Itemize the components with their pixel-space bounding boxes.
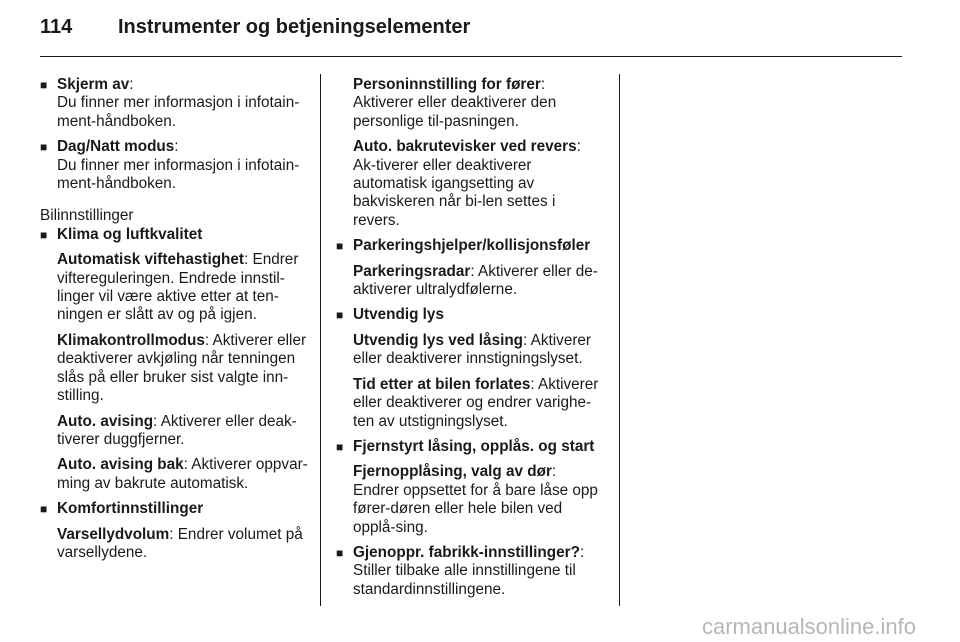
item-title: Fjernstyrt låsing, opplås. og start xyxy=(353,437,595,455)
sub-entry: Fjernopplåsing, valg av dør: Endrer oppsettet for å bare låse opp fører-døren eller hele bilen ved opplå-sing. xyxy=(353,463,598,536)
list-item-klima xyxy=(40,226,310,493)
page-title: Instrumenter og betjeningselementer xyxy=(118,16,471,38)
sub-entry: Auto. avising: Aktiverer eller deak-tiverer duggfjerner. xyxy=(57,412,297,448)
sub-entry: Auto. avising bak: Aktiverer oppvar-ming av bakrute automatisk. xyxy=(57,456,308,492)
item-text: Du finner mer informasjon i infotain-ment-håndboken. xyxy=(57,156,300,193)
list-item-utvendig xyxy=(336,306,606,430)
item-title: Klima og luftkvalitet xyxy=(57,225,203,243)
item-title: Dag/Natt modus xyxy=(57,138,175,156)
list-item-komfort xyxy=(40,500,310,562)
sub-entry: Personinnstilling for fører: Aktiverer eller deaktiverer den personlige til-pasningen. xyxy=(353,76,557,130)
page-number: 114 xyxy=(40,16,73,38)
watermark: carmanualsonline.info xyxy=(701,614,916,639)
sub-entry: Varsellydvolum: Endrer volumet på varsellydene. xyxy=(57,525,303,561)
sub-entry: Tid etter at bilen forlates: Aktiverer eller deaktiverer og endrer varighe-ten av utstigningslyset. xyxy=(353,375,599,430)
bullet-icon: ■ xyxy=(40,227,48,242)
list-item-parkering xyxy=(336,237,606,299)
sub-entry: Parkeringsradar: Aktiverer eller de-aktiverer ultralydfølerne. xyxy=(353,262,598,299)
item-title: Skjerm av xyxy=(57,76,130,93)
list-item-fjernstyrt xyxy=(336,438,606,537)
item-colon: : xyxy=(174,138,179,156)
item-text: Du finner mer informasjon i infotain-ment-håndboken. xyxy=(57,94,300,130)
column-2 xyxy=(336,76,606,606)
column-1 xyxy=(40,76,310,569)
section-label: Bilinnstillinger xyxy=(40,207,134,225)
item-title: Parkeringshjelper/kollisjonsføler xyxy=(353,237,591,255)
sub-entry: Automatisk viftehastighet: Endrer viftereguleringen. Endrede innstil-linger vil være aktive etter at ten-ningen er slått av og på igjen. xyxy=(57,251,299,324)
column-divider-right xyxy=(619,74,620,606)
header-rule xyxy=(40,56,902,57)
sub-entry: Auto. bakrutevisker ved revers: Ak-tiverer eller deaktiverer automatisk igangsetting av bakviskeren når bi-len settes i revers. xyxy=(353,138,581,229)
item-colon: : xyxy=(579,543,585,561)
bullet-icon: ■ xyxy=(40,78,48,92)
bullet-icon: ■ xyxy=(336,439,344,454)
item-text: Stiller tilbake alle innstillingene til standardinnstillingene. xyxy=(353,562,576,598)
item-title: Komfortinnstillinger xyxy=(57,500,204,518)
sub-entry: Utvendig lys ved låsing: Aktiverer eller deaktiverer innstigningslyset. xyxy=(353,331,592,368)
item-title: Gjenoppr. fabrikk-innstillinger? xyxy=(353,543,580,561)
item-colon: : xyxy=(129,76,134,93)
bullet-icon: ■ xyxy=(336,239,344,254)
item-title: Utvendig lys xyxy=(353,306,444,324)
bullet-icon: ■ xyxy=(40,502,48,517)
bullet-icon: ■ xyxy=(336,545,344,560)
sub-entry: Klimakontrollmodus: Aktiverer eller deaktiverer avkjøling når tenningen slås på eller bruker sist valgte inn-stilling. xyxy=(57,331,307,405)
bullet-icon: ■ xyxy=(40,140,48,155)
bullet-icon: ■ xyxy=(336,308,344,323)
list-item-gjenoppr xyxy=(336,544,606,599)
list-item-skjerm-av xyxy=(40,76,310,131)
list-item-dag-natt xyxy=(40,138,310,193)
column-divider-left xyxy=(320,74,321,606)
